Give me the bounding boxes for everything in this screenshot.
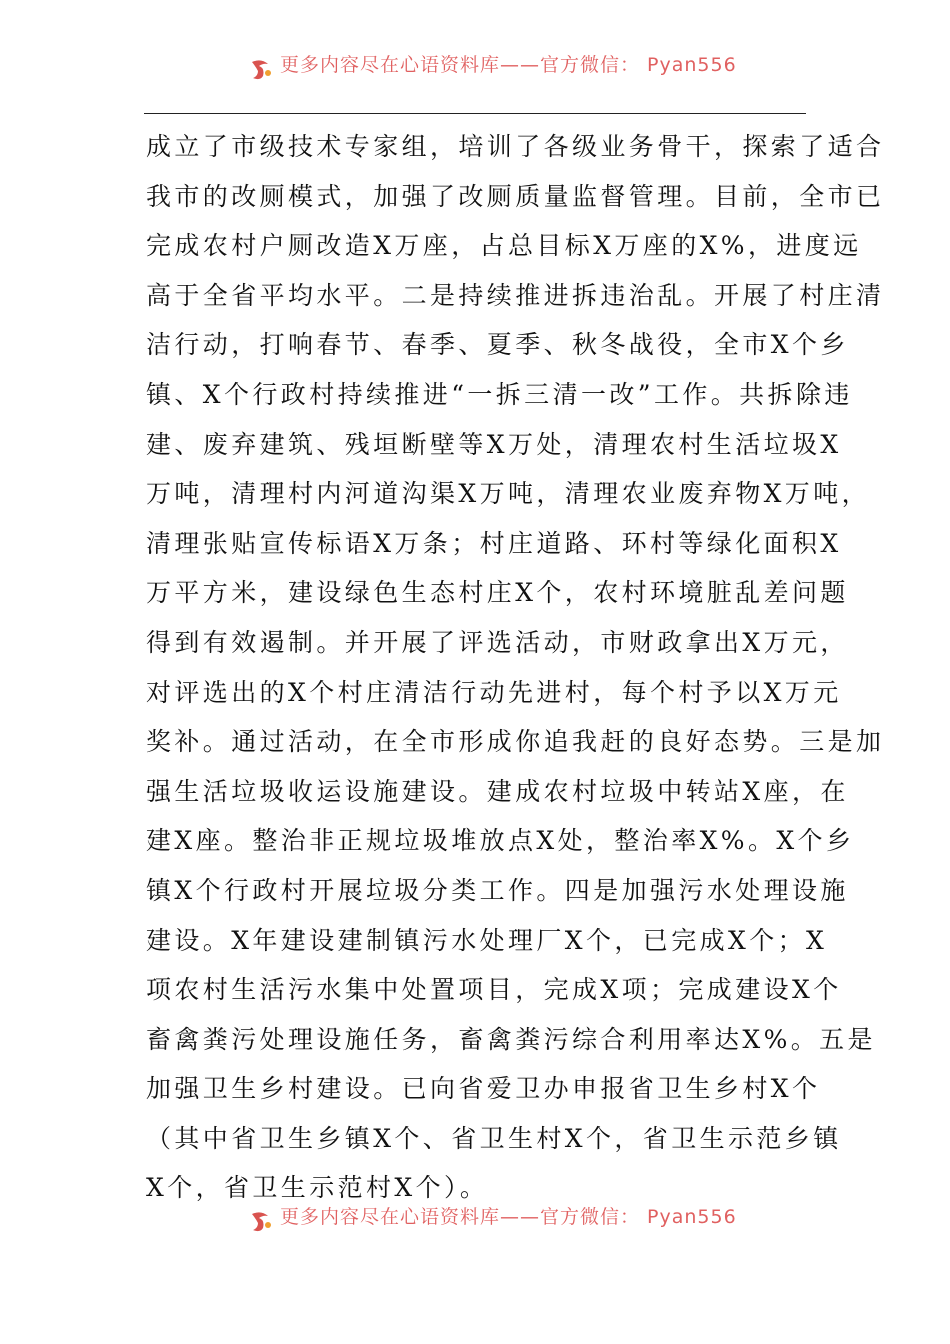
- text-line: 建、废弃建筑、残垣断壁等X万处，清理农村生活垃圾X: [146, 429, 842, 459]
- text-line: 我市的改厕模式，加强了改厕质量监督管理。目前，全市已: [146, 181, 885, 211]
- text-line: 完成农村户厕改造X万座，占总目标X万座的X%，进度远: [146, 231, 862, 261]
- text-line: 对评选出的X个村庄清洁行动先进村，每个村予以X万元: [146, 677, 842, 707]
- footer-watermark-text: 更多内容尽在心语资料库——官方微信： Pyan556: [280, 1206, 737, 1228]
- footer-watermark: [248, 1206, 768, 1236]
- logo-mark-icon: [248, 1208, 274, 1234]
- text-line: 万平方米，建设绿色生态村庄X个，农村环境脏乱差问题: [146, 578, 849, 608]
- text-line: 加强卫生乡村建设。已向省爱卫办申报省卫生乡村X个: [146, 1074, 821, 1104]
- text-line: 成立了市级技术专家组，培训了各级业务骨干，探索了适合: [146, 132, 885, 161]
- text-line: 万吨，清理村内河道沟渠X万吨，清理农业废弃物X万吨，: [146, 479, 870, 509]
- text-line: 畜禽粪污处理设施任务，畜禽粪污综合利用率达X%。五是: [146, 1024, 876, 1054]
- text-line: 镇、X个行政村持续推进“一拆三清一改”工作。共拆除违: [146, 379, 853, 409]
- text-line: 高于全省平均水平。二是持续推进拆违治乱。开展了村庄清: [146, 280, 885, 310]
- text-line: 建X座。整治非正规垃圾堆放点X处，整治率X%。X个乡: [146, 826, 855, 856]
- text-line: 建设。X年建设建制镇污水处理厂X个，已完成X个；X: [146, 925, 828, 955]
- text-line: 得到有效遏制。并开展了评选活动，市财政拿出X万元，: [146, 627, 849, 657]
- text-line: 镇X个行政村开展垃圾分类工作。四是加强污水处理设施: [146, 875, 849, 905]
- header-watermark: [248, 54, 768, 84]
- text-line: 强生活垃圾收运设施建设。建成农村垃圾中转站X座，在: [146, 776, 849, 806]
- text-line: 奖补。通过活动，在全市形成你追我赶的良好态势。三是加: [146, 727, 885, 757]
- logo-mark-icon: [248, 56, 274, 82]
- header-divider: [144, 113, 806, 114]
- text-line: X个，省卫生示范村X个）。: [146, 1173, 489, 1203]
- text-line: 清理张贴宣传标语X万条；村庄道路、环村等绿化面积X: [146, 528, 842, 558]
- text-line: （其中省卫生乡镇X个、省卫生村X个，省卫生示范乡镇: [146, 1123, 842, 1153]
- text-line: 洁行动，打响春节、春季、夏季、秋冬战役，全市X个乡: [146, 330, 849, 360]
- text-line: 项农村生活污水集中处置项目，完成X项；完成建设X个: [146, 975, 842, 1005]
- body-paragraph: [146, 122, 885, 1213]
- header-watermark-text: 更多内容尽在心语资料库——官方微信： Pyan556: [280, 54, 737, 76]
